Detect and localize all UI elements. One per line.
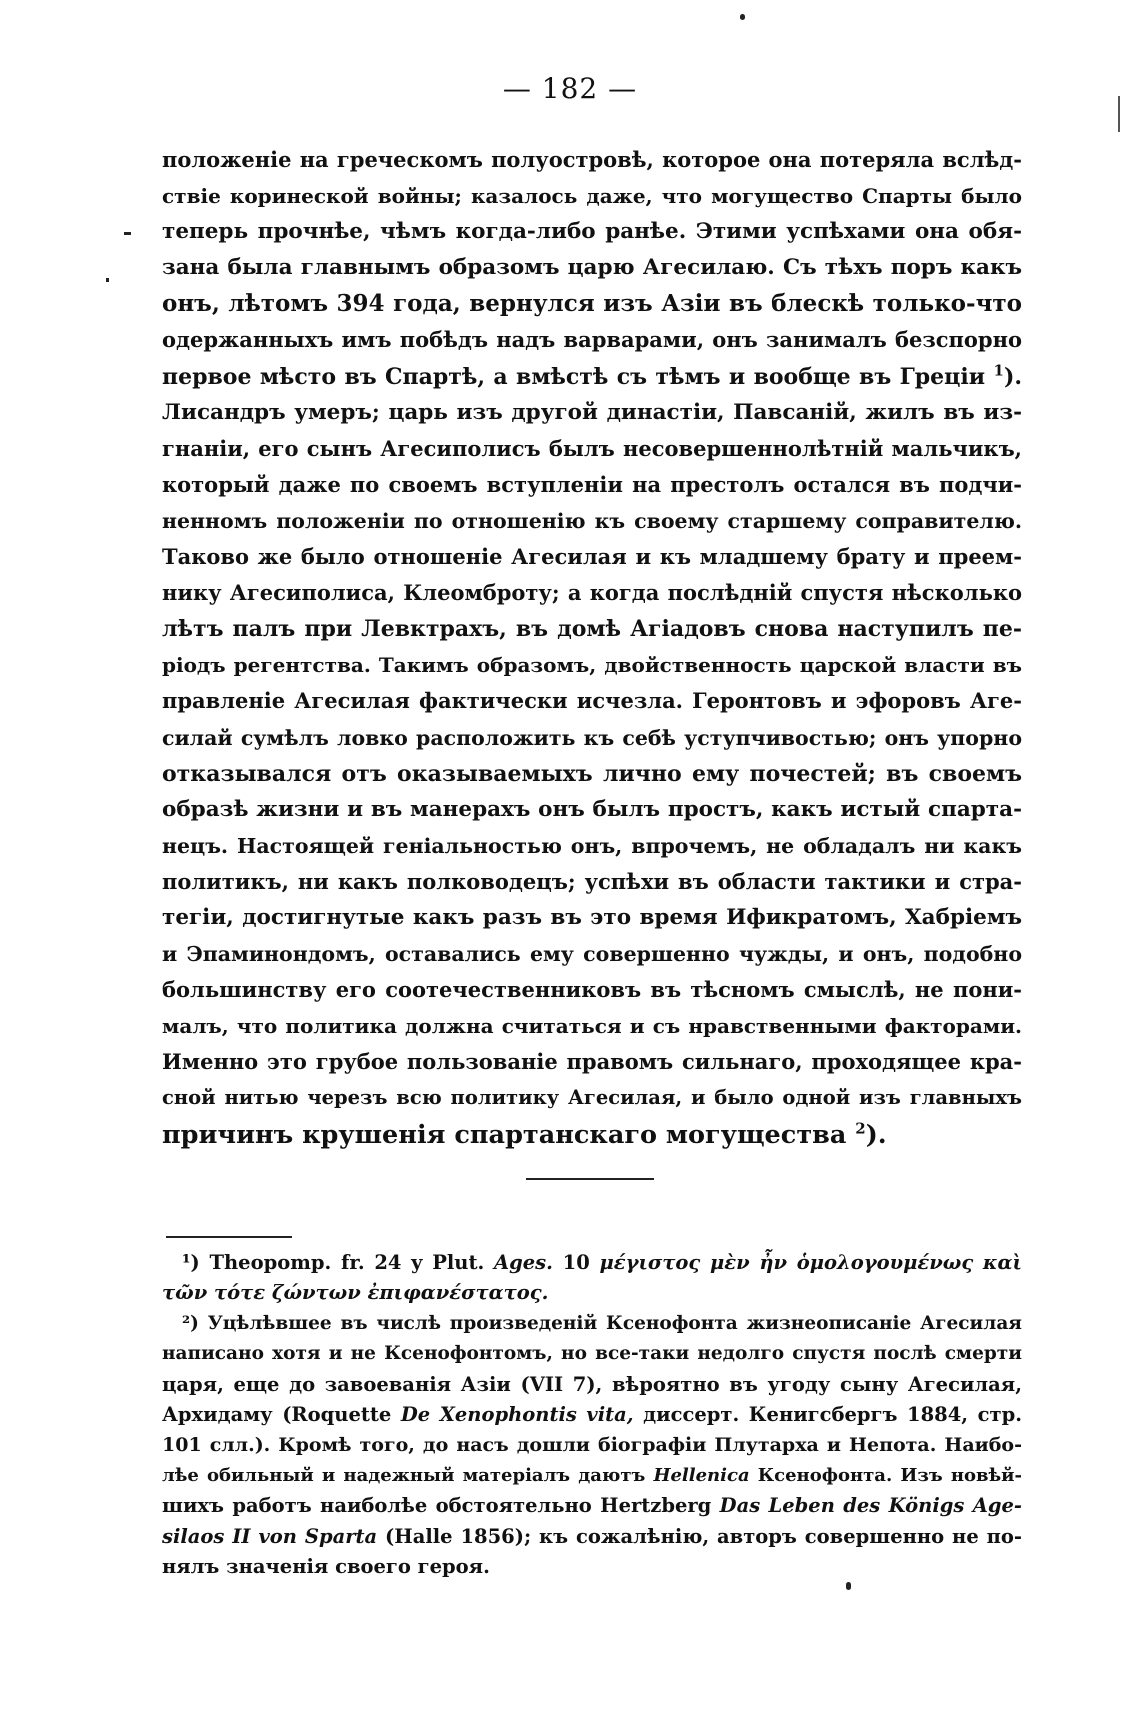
footnote-2-title: Hellenica <box>653 1464 750 1486</box>
text-line: ріодъ регентства. Такимъ образомъ, двойственность царской власти въ <box>162 653 1022 678</box>
footnote-2-text: лѣе обильный и надежный матеріалъ даютъ <box>162 1464 646 1486</box>
text-line: положеніе на греческомъ полуостровѣ, которое она потеряла вслѣд- <box>162 147 1022 172</box>
footnote-2-text: Архидаму (Roquette <box>162 1402 392 1426</box>
scan-speck <box>846 1582 851 1590</box>
text-line: одержанныхъ имъ побѣдъ надъ варварами, онъ занималъ безспорно <box>162 327 1022 353</box>
footnote-2-line <box>162 1522 1022 1552</box>
footnote-2-line <box>162 1491 1022 1521</box>
text-line: онъ, лѣтомъ 394 года, вернулся изъ Азіи въ блескѣ только-что <box>162 290 1022 318</box>
scan-speck <box>106 278 109 282</box>
text-line: зана была главнымъ образомъ царю Агесилаю. Съ тѣхъ поръ какъ <box>162 255 1022 281</box>
footnote-1-greek-cont: τῶν τότε ζώντων ἐπιφανέστατος. <box>162 1281 549 1305</box>
text-line: ствіе коринеской войны; казалось даже, что могущество Спарты было <box>162 184 1022 209</box>
footnote-2-text: диссерт. Кенигсбергъ 1884, стр. <box>643 1402 1022 1426</box>
text-line: тегіи, достигнутые какъ разъ въ это время Ификратомъ, Хабріемъ <box>162 904 1022 930</box>
footnote-ref-1: 1 <box>993 361 1004 380</box>
footnote-2-line: царя, еще до завоеванія Азіи (VII 7), вѣроятно въ угоду сыну Агесилая, <box>162 1372 1022 1396</box>
footnote-2-line <box>162 1400 1022 1430</box>
footnote-2-title: Das Leben des Königs Age- <box>719 1494 1022 1518</box>
text-line: лѣтъ палъ при Левктрахъ, въ домѣ Агіадовъ снова наступилъ пе- <box>162 616 1022 643</box>
footnote-2-line: нялъ значенія своего героя. <box>162 1554 490 1578</box>
footnote-1-greek: μέγιστος μὲν ἦν ὁμολογουμένως καὶ <box>599 1251 1022 1274</box>
text-line: Именно это грубое пользованіе правомъ сильнаго, проходящее кра- <box>162 1049 1022 1075</box>
page-number: — 182 — <box>502 72 638 105</box>
footnote-2-text: Ксенофонта. Изъ новѣй- <box>757 1464 1022 1486</box>
text-line <box>162 359 1022 395</box>
scan-speck <box>740 14 745 20</box>
footnote-1 <box>162 1248 1022 1278</box>
text-line: правленіе Агесилая фактически исчезла. Геронтовъ и эфоровъ Аге- <box>162 688 1022 714</box>
text-line: нику Агесиполиса, Клеомброту; а когда послѣдній спустя нѣсколько <box>162 580 1022 606</box>
footnote-2-title: silaos II von Sparta <box>162 1524 378 1548</box>
text-line: который даже по своемъ вступленіи на престолъ остался въ подчи- <box>162 471 1022 497</box>
footnote-2 <box>162 1309 1022 1339</box>
footnote-separator <box>166 1236 292 1238</box>
footnote-2-line: Уцѣлѣвшее въ числѣ произведеній Ксенофонта жизнеописаніе Агесилая <box>207 1312 1022 1334</box>
text-line: малъ, что политика должна считаться и съ нравственными факторами. <box>162 1014 1022 1039</box>
text-line: Лисандръ умеръ; царь изъ другой династіи, Павсаній, жилъ въ из- <box>162 399 1022 425</box>
text-line: гнаніи, его сынъ Агесиполисъ былъ несовершеннолѣтній мальчикъ, <box>162 435 1022 461</box>
footnote-2-line: написано хотя и не Ксенофонтомъ, но все-таки недолго спустя послѣ смерти <box>162 1343 1022 1365</box>
footnote-ref-1-close: ). <box>1003 363 1023 390</box>
footnote-1-work: Ages. <box>493 1251 553 1274</box>
text-line: силай сумѣлъ ловко расположить къ себѣ уступчивостью; онъ упорно <box>162 725 1022 750</box>
footnote-ref-2: 2 <box>855 1119 866 1138</box>
footnote-2-line: 101 слл.). Кромѣ того, до насъ дошли біографіи Плутарха и Непота. Наибо- <box>162 1434 1022 1457</box>
section-end-rule <box>526 1178 654 1180</box>
footnote-2-marker: ²) <box>182 1312 199 1334</box>
footnote-1-marker: ¹) <box>182 1251 200 1274</box>
text-line: Таково же было отношеніе Агесилая и къ младшему брату и преем- <box>162 544 1022 570</box>
text-line: политикъ, ни какъ полководецъ; успѣхи въ области тактики и стра- <box>162 868 1022 894</box>
text-line: отказывался отъ оказываемыхъ лично ему почестей; въ своемъ <box>162 760 1022 787</box>
text-line: и Эпаминондомъ, оставались ему совершенно чужды, и онъ, подобно <box>162 942 1022 967</box>
footnote-ref-2-close: ). <box>865 1119 887 1150</box>
footnote-2-line <box>162 1461 1022 1491</box>
footnote-2-text: (Halle 1856); къ сожалѣнію, авторъ совершенно не по- <box>385 1524 1023 1548</box>
scan-speck <box>1118 96 1120 132</box>
text-line <box>162 1117 1022 1153</box>
text-line-content: первое мѣсто въ Спартѣ, а вмѣстѣ съ тѣмъ и вообще въ Греціи <box>162 363 986 390</box>
text-line-content: причинъ крушенія спартанскаго могущества <box>162 1119 847 1150</box>
footnote-2-title: De Xenophontis vita, <box>400 1402 634 1426</box>
text-line: большинству его соотечественниковъ въ тѣсномъ смыслѣ, не пони- <box>162 977 1022 1003</box>
footnote-1-chapter: 10 <box>562 1251 590 1274</box>
text-line: сной нитью черезъ всю политику Агесилая, и было одной изъ главныхъ <box>162 1086 1022 1110</box>
text-line: ненномъ положеніи по отношенію къ своему старшему соправителю. <box>162 508 1022 533</box>
footnote-1-cont <box>162 1278 1022 1308</box>
footnote-2-text: шихъ работъ наиболѣе обстоятельно Hertzberg <box>162 1494 712 1518</box>
footnote-1-source: Theopomp. fr. 24 y Plut. <box>209 1251 485 1274</box>
scan-speck <box>124 232 131 235</box>
text-line: образѣ жизни и въ манерахъ онъ былъ простъ, какъ истый спарта- <box>162 796 1022 822</box>
text-line: нецъ. Настоящей геніальностью онъ, впрочемъ, не обладалъ ни какъ <box>162 833 1022 858</box>
footnotes <box>162 1248 1022 1582</box>
main-text <box>162 142 1022 1153</box>
text-line: теперь прочнѣе, чѣмъ когда-либо ранѣе. Этими успѣхами она обя- <box>162 219 1022 245</box>
